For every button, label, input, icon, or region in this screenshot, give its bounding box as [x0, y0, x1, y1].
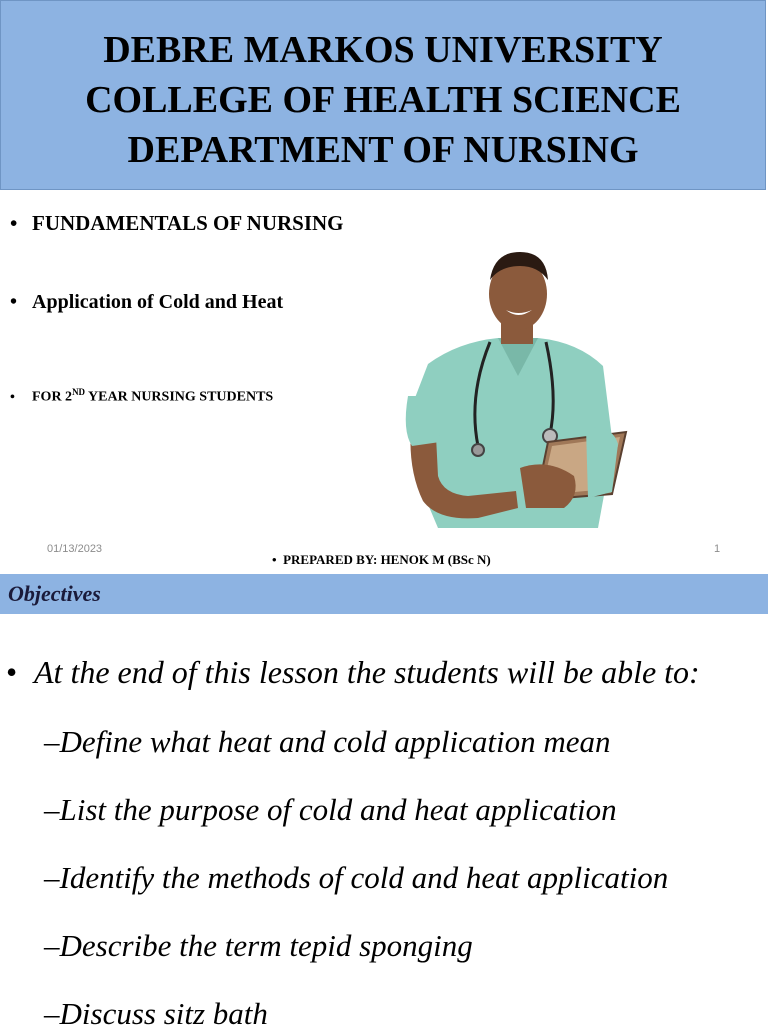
audience-bullet [10, 387, 273, 406]
audience-prefix: FOR 2 [32, 389, 73, 405]
dash-icon: – [44, 792, 60, 827]
bullet-icon: • [6, 654, 18, 690]
objective-item [44, 724, 611, 760]
audience-ordinal: ND [72, 387, 86, 397]
objective-text: Discuss sitz bath [59, 996, 268, 1031]
slide-date: 01/13/2023 [47, 543, 103, 555]
prepared-by-text: PREPARED BY: HENOK M (BSc N) [283, 552, 491, 567]
course-name: FUNDAMENTALS OF NURSING [32, 211, 344, 235]
dash-icon: – [44, 996, 60, 1031]
title-header [0, 0, 766, 190]
objective-text: Describe the term tepid sponging [59, 928, 473, 963]
bullet-icon: • [10, 211, 18, 235]
dash-icon: – [44, 724, 60, 759]
dash-icon: – [44, 928, 60, 963]
topic-bullet [10, 291, 283, 314]
objectives-slide [0, 574, 768, 1031]
objective-text: Define what heat and cold application mean [59, 724, 611, 759]
intro-text: At the end of this lesson the students will be able to: [34, 654, 700, 690]
prepared-by [272, 552, 491, 568]
topic-name: Application of Cold and Heat [32, 291, 284, 313]
objectives-intro [6, 654, 700, 691]
objectives-title: Objectives [8, 581, 101, 606]
course-bullet [10, 211, 344, 236]
department-name: DEPARTMENT OF NURSING [127, 129, 639, 171]
page-number: 1 [714, 543, 721, 555]
objective-item [44, 860, 668, 896]
objective-item [44, 792, 617, 828]
audience-suffix: YEAR NURSING STUDENTS [85, 389, 274, 405]
bullet-icon: • [10, 389, 15, 405]
objective-item [44, 996, 268, 1032]
objective-text: List the purpose of cold and heat application [59, 792, 617, 827]
objectives-title-bar [0, 574, 768, 614]
objective-text: Identify the methods of cold and heat application [59, 860, 669, 895]
bullet-icon: • [10, 291, 18, 313]
college-name: COLLEGE OF HEALTH SCIENCE [85, 79, 681, 121]
university-name: DEBRE MARKOS UNIVERSITY [103, 29, 663, 71]
bullet-icon: • [272, 552, 284, 567]
dash-icon: – [44, 860, 60, 895]
nurse-photo [398, 246, 633, 528]
objective-item [44, 928, 473, 964]
